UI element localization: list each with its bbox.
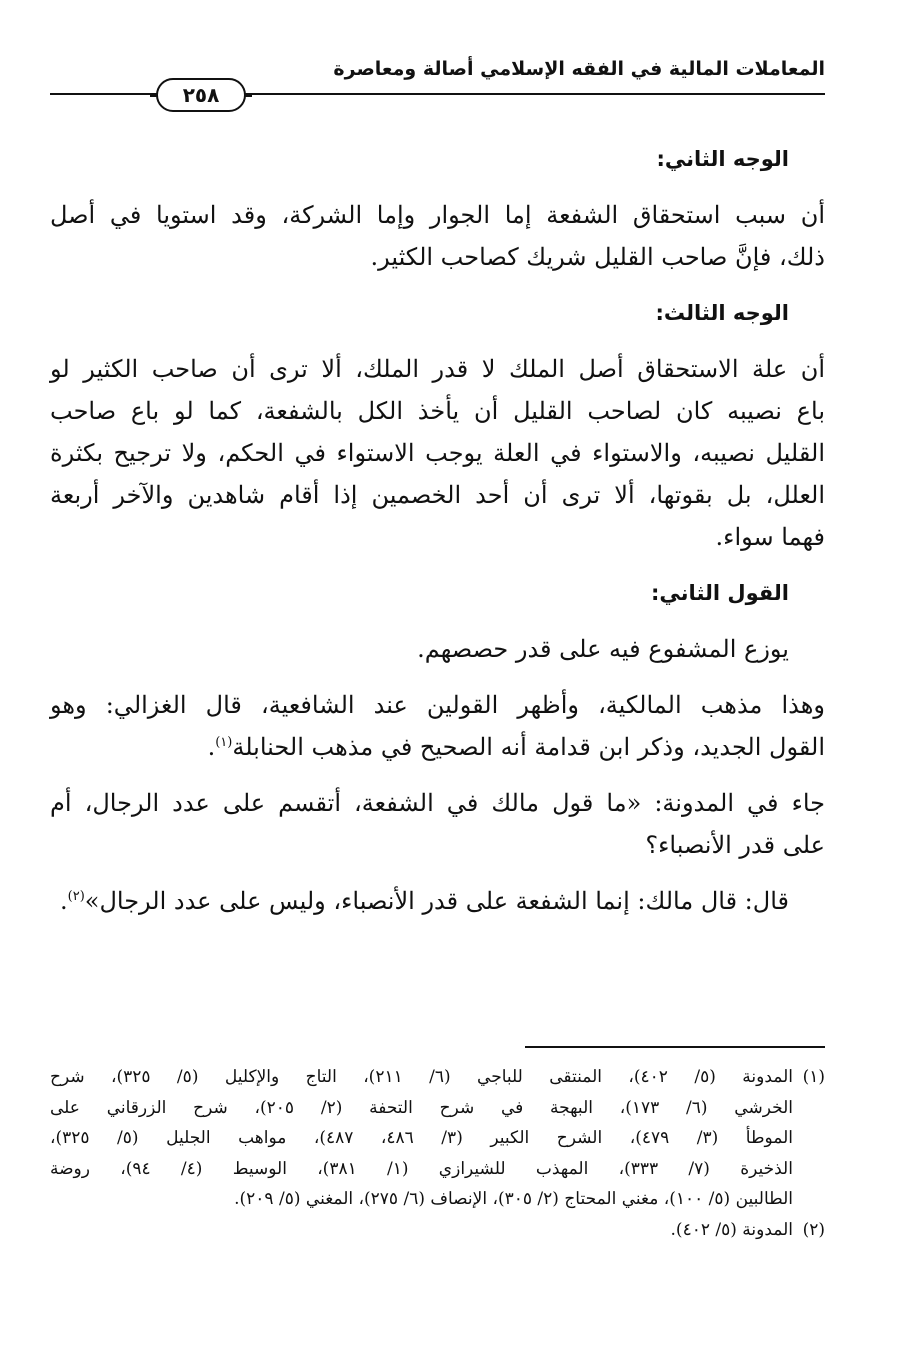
text-run: . xyxy=(207,733,216,761)
text-line: وهذا مذهب المالكية، وأظهر القولين عند الشافعية، قال الغزالي: وهو xyxy=(50,691,825,719)
text-line xyxy=(50,880,825,922)
text-line: يوزع المشفوع فيه على قدر حصصهم. xyxy=(417,635,789,663)
footnote-ref[interactable]: (١) xyxy=(215,735,233,750)
footnotes xyxy=(50,1062,825,1245)
text-line: فهما سواء. xyxy=(715,523,825,551)
footnote-line xyxy=(50,1215,825,1246)
footnote-line: الخرشي (٦/ ١٧٣)، البهجة في شرح التحفة (٢/ ٢٠٥)، شرح الزرقاني على xyxy=(50,1097,793,1118)
footnote-text: المدونة (٥/ ٤٠٢)، المنتقى للباجي (٦/ ٢١١)، التاج والإكليل (٥/ ٣٢٥)، شرح xyxy=(50,1067,793,1087)
text-line: أن سبب استحقاق الشفعة إما الجوار وإما الشركة، وقد استويا في أصل xyxy=(50,201,825,229)
text-line: باع نصيبه كان لصاحب القليل أن يأخذ الكل بالشفعة، كما لو باع صاحب xyxy=(50,397,825,425)
text-line: ذلك، فإنَّ صاحب القليل شريك كصاحب الكثير. xyxy=(370,243,825,271)
footnote-line xyxy=(50,1062,825,1093)
footnote-rule xyxy=(525,1046,825,1048)
text-line xyxy=(50,726,825,768)
text-line: أن علة الاستحقاق أصل الملك لا قدر الملك، ألا ترى أن صاحب الكثير لو xyxy=(50,355,825,383)
footnote-number: (١) xyxy=(802,1067,825,1087)
section-heading: القول الثاني: xyxy=(651,581,789,605)
footnote-text: المدونة (٥/ ٤٠٢). xyxy=(670,1219,793,1240)
text-line: على قدر الأنصباء؟ xyxy=(645,831,825,859)
text-line: العلل، بل بقوتها، ألا ترى أن أحد الخصمين إذا أقام شاهدين والآخر أربعة xyxy=(50,481,825,509)
text-line: القليل نصيبه، والاستواء في العلة يوجب الاستواء في الحكم، ولا ترجيح بكثرة xyxy=(50,439,825,467)
section-heading: الوجه الثاني: xyxy=(656,147,789,171)
main-text xyxy=(50,138,825,922)
section-heading: الوجه الثالث: xyxy=(655,301,789,325)
text-line: جاء في المدونة: «ما قول مالك في الشفعة، أتقسم على عدد الرجال، أم xyxy=(50,789,825,817)
footnote-line: الذخيرة (٧/ ٣٣٣)، المهذب للشيرازي (١/ ٣٨١)، الوسيط (٤/ ٩٤)، روضة xyxy=(50,1158,793,1179)
page-number-badge: ٢٥٨ xyxy=(156,78,246,112)
text-run: القول الجديد، وذكر ابن قدامة أنه الصحيح في مذهب الحنابلة xyxy=(232,733,825,761)
text-run: . xyxy=(59,887,68,915)
text-run: قال: قال مالك: إنما الشفعة على قدر الأنصباء، وليس على عدد الرجال» xyxy=(84,887,789,915)
book-page xyxy=(50,0,825,1349)
running-title: المعاملات المالية في الفقه الإسلامي أصالة ومعاصرة xyxy=(333,58,825,80)
footnote-ref[interactable]: (٢) xyxy=(67,889,85,904)
footnote-line: الطالبين (٥/ ١٠٠)، مغني المحتاج (٢/ ٣٠٥)، الإنصاف (٦/ ٢٧٥)، المغني (٥/ ٢٠٩). xyxy=(234,1189,793,1209)
footnote-line: الموطأ (٣/ ٤٧٩)، الشرح الكبير (٣/ ٤٨٦، ٤٨٧)، مواهب الجليل (٥/ ٣٢٥)، xyxy=(50,1128,793,1148)
footnote-number: (٢) xyxy=(802,1219,825,1240)
